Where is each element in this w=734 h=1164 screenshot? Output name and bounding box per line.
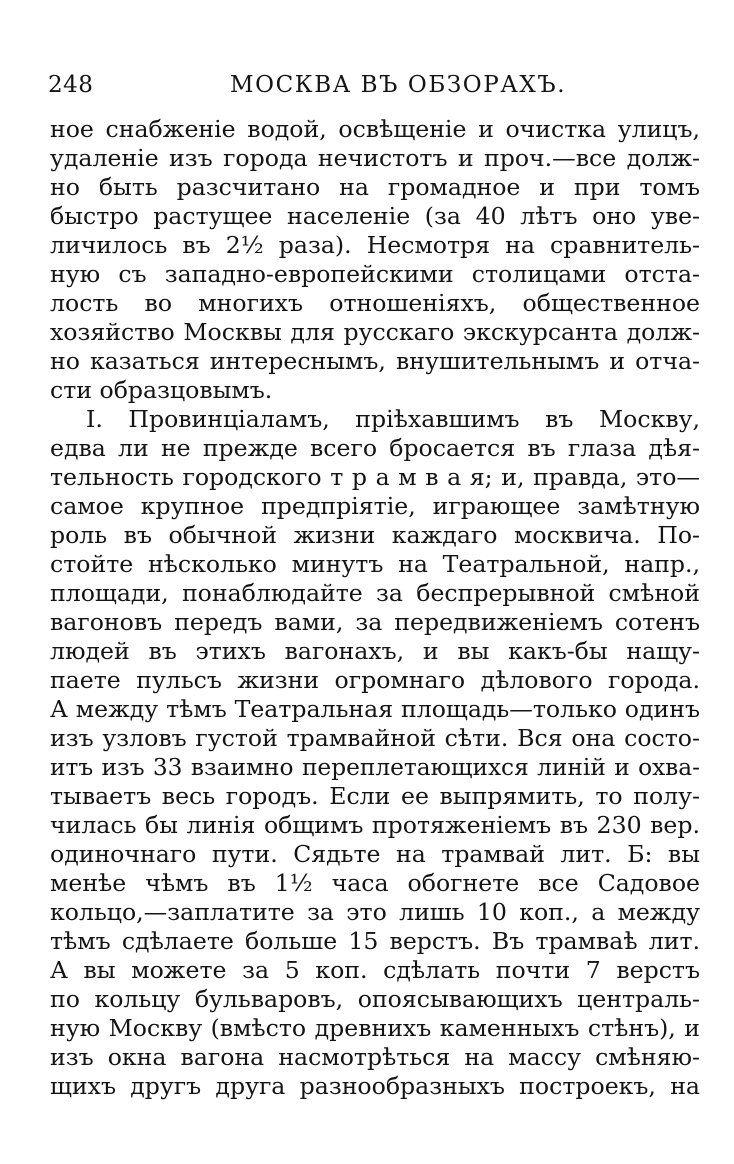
running-head: МОСКВА ВЪ ОБЗОРАХЪ. <box>230 72 567 98</box>
text-line: хозяйство Москвы для русскаго экскурсанта долж- <box>50 318 700 346</box>
text-line: площади, понаблюдайте за беспрерывной смѣной <box>50 579 700 607</box>
text-line: паете пульсъ жизни огромнаго дѣлового города. <box>50 666 700 694</box>
paragraph-start-line: I. Провинціаламъ, пріѣхавшимъ въ Москву, <box>86 405 700 433</box>
text-line: едва ли не прежде всего бросается въ глаза дѣя- <box>50 434 700 462</box>
text-line: быстро растущее населеніе (за 40 лѣтъ оно уве- <box>50 202 700 230</box>
text-line: людей въ этихъ вагонахъ, и вы какъ-бы нащу- <box>50 637 700 665</box>
text-line: тельность городского т р а м в а я; и, правда, это— <box>50 463 700 491</box>
text-line: менѣе чѣмъ въ 1½ часа обогнете все Садовое <box>50 869 700 897</box>
text-line: кольцо,—заплатите за это лишь 10 коп., а между <box>50 898 700 926</box>
paragraph-end-line: сти образцовымъ. <box>50 376 273 404</box>
text-line: одиночнаго пути. Сядьте на трамвай лит. Б: вы <box>50 840 700 868</box>
text-line: изъ окна вагона насмотрѣться на массу смѣняю- <box>50 1043 700 1071</box>
text-line: личилось въ 2½ раза). Несмотря на сравнитель- <box>50 231 700 259</box>
text-line: по кольцу бульваровъ, опоясывающихъ централь- <box>50 985 700 1013</box>
text-line: но быть разсчитано на громадное и при томъ <box>50 173 700 201</box>
body-text <box>50 115 700 1101</box>
text-line: итъ изъ 33 взаимно переплетающихся линій и охва- <box>50 754 700 781</box>
text-line: роль въ обычной жизни каждаго москвича. По- <box>50 521 700 549</box>
page-number: 248 <box>48 72 94 98</box>
text-line: щихъ другъ друга разнообразныхъ построекъ, на <box>50 1072 700 1100</box>
text-line: тываетъ весь городъ. Если ее выпрямить, то полу- <box>50 782 700 810</box>
text-line: изъ узловъ густой трамвайной сѣти. Вся она состо- <box>50 724 700 752</box>
text-line: ную Москву (вмѣсто древнихъ каменныхъ стѣнъ), и <box>50 1014 700 1042</box>
text-line: ное снабженіе водой, освѣщеніе и очистка улицъ, <box>50 115 700 143</box>
text-line: вагоновъ передъ вами, за передвиженіемъ сотенъ <box>50 608 700 636</box>
text-line: удаленіе изъ города нечистотъ и проч.—все долж- <box>50 144 700 172</box>
text-line: лость во многихъ отношеніяхъ, общественное <box>50 289 700 317</box>
text-line: стойте нѣсколько минутъ на Театральной, напр., <box>50 550 700 578</box>
text-line: но казаться интереснымъ, внушительнымъ и отча- <box>50 347 700 375</box>
page-header <box>48 72 698 106</box>
text-line: ную съ западно-европейскими столицами отста- <box>50 260 700 288</box>
text-line: самое крупное предпріятіе, играющее замѣтную <box>50 492 700 520</box>
text-line: чилась бы линія общимъ протяженіемъ въ 230 вер. <box>50 811 700 839</box>
text-line: тѣмъ сдѣлаете больше 15 верстъ. Въ трамваѣ лит. <box>50 927 700 955</box>
text-line: А между тѣмъ Театральная площадь—только одинъ <box>50 695 700 723</box>
text-line: А вы можете за 5 коп. сдѣлать почти 7 верстъ <box>50 956 700 984</box>
